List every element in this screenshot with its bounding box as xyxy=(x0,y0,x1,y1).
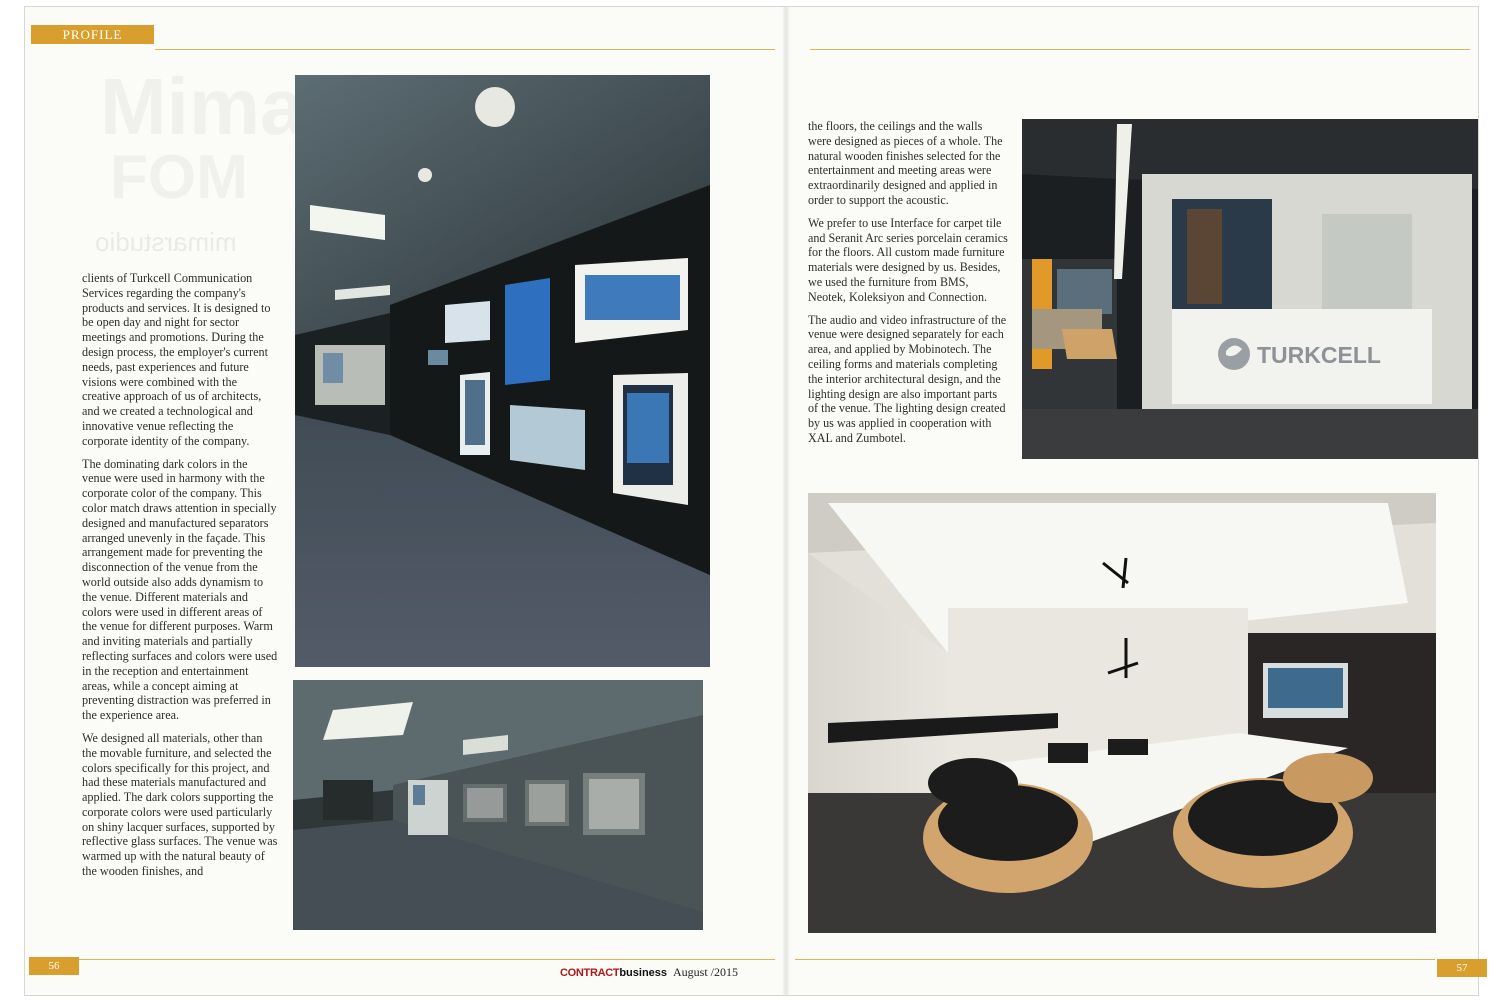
right-paragraph-3: The audio and video infrastructure of the venue were designed separately for each area, and applied by Mobinotech. The ceiling forms and materials completing the interior architectural design, and the lighting design are also important parts of the venue. The lighting design created by us was applied in cooperation with XAL and Zumbotel. xyxy=(808,312,1007,445)
left-page-number: 56 xyxy=(29,957,79,975)
left-paragraph-3: We designed all materials, other than the movable furniture, and selected the colors specifically for this project, and had these materials manufactured and applied. The dark colors supporting the corporate colors were used particularly on shiny lacquer surfaces, supported by reflective glass surfaces. The venue was warmed up with the natural beauty of the wooden finishes, and xyxy=(82,730,278,879)
ghost-heading xyxy=(100,67,305,147)
left-paragraph-1: clients of Turkcell Communication Services regarding the company's products and services. It is designed to be open day and night for sector meetings and promotions. During the design process, the employer's current needs, past experiences and future visions were combined with the creative approach of us of architects, and we created a technological and innovative venue reflecting the corporate identity of the company. xyxy=(82,271,271,448)
page-gutter xyxy=(782,7,790,995)
photo-meeting-room xyxy=(808,493,1436,933)
photo-niche-corridor xyxy=(293,680,703,930)
meeting-room-illustration xyxy=(808,493,1436,933)
left-text-column xyxy=(82,271,278,887)
ghost-heading-2 xyxy=(110,147,248,209)
brand-business: business xyxy=(619,967,668,979)
left-bottom-rule xyxy=(75,959,775,960)
right-bottom-rule xyxy=(795,959,1435,960)
turkcell-sign: TURKCELL xyxy=(1257,342,1381,368)
issue-date: August /2015 xyxy=(673,965,739,979)
brand-contract: CONTRACT xyxy=(560,967,620,979)
left-paragraph-2: The dominating dark colors in the venue were used in harmony with the corporate color of the company. This color match draws attention in specially designed and manufactured separators arranged unevenly in the façade. This arrangement made for preventing the disconnection of the venue from the world outside also adds dynamism to the venue. Different materials and colors were used in different areas of the venue for different purposes. Warm and inviting materials and partially reflecting surfaces and colors were used in the reception and entertainment areas, while a concept aiming at preventing distraction was preferred in the experience area. xyxy=(82,456,278,723)
right-text-column xyxy=(808,119,1008,454)
photo-reception xyxy=(1022,119,1478,459)
magazine-spread xyxy=(24,6,1479,996)
reception-illustration xyxy=(1022,119,1478,459)
right-paragraph-2: We prefer to use Interface for carpet tile and Seranit Arc series porcelain ceramics for the floors. All custom made furniture materials were designed by us. Besides, we used the furniture from BMS, Neotek, Koleksiyon and Connection. xyxy=(808,215,1008,304)
magazine-footer xyxy=(560,965,738,980)
watermark-logo: mimarstudio xyxy=(95,227,237,257)
photo-experience-corridor xyxy=(295,75,710,667)
section-label: PROFILE xyxy=(31,25,154,44)
right-page-number: 57 xyxy=(1437,959,1487,977)
right-paragraph-1: the floors, the ceilings and the walls were designed as pieces of a whole. The natural wooden finishes selected for the entertainment and meeting areas were extraordinarily designed and applied in order to support the acoustic. xyxy=(808,119,1003,207)
left-top-rule xyxy=(155,49,775,50)
niche-corridor-illustration xyxy=(293,680,703,930)
right-top-rule xyxy=(810,49,1470,50)
corridor-illustration xyxy=(295,75,710,667)
